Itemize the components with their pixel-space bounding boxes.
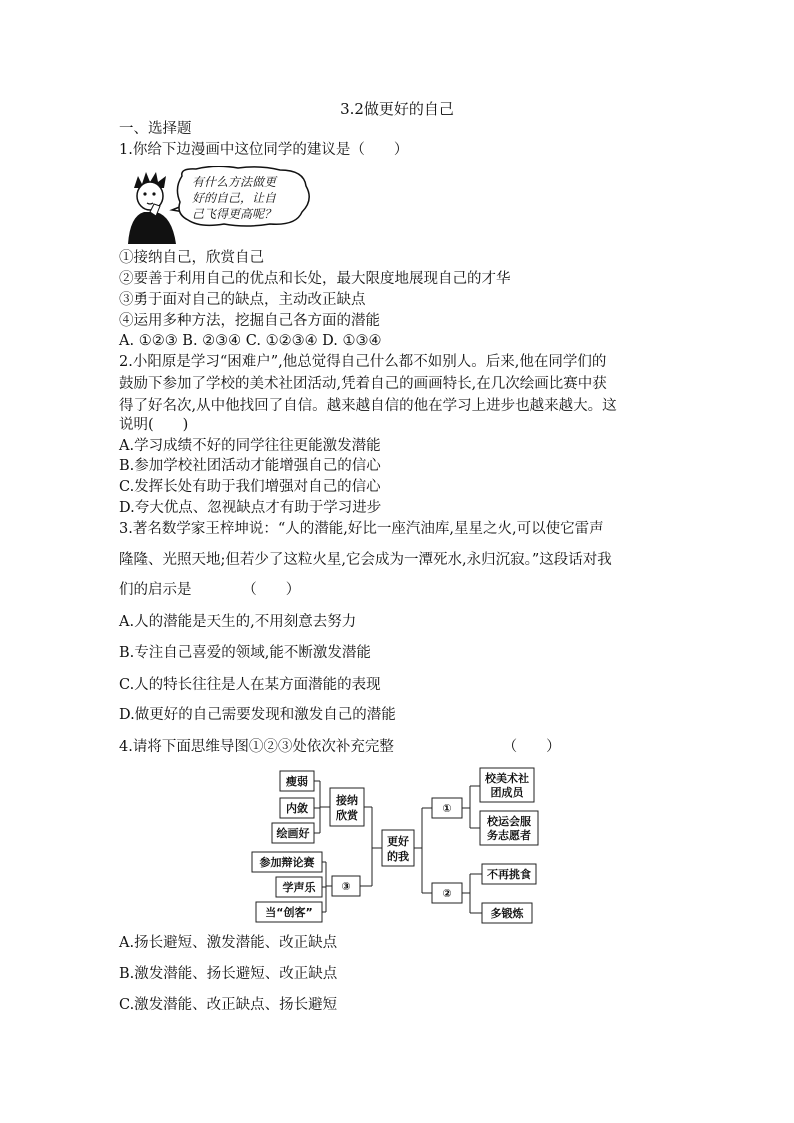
q1-item-3: ③勇于面对自己的缺点，主动改正缺点 — [119, 292, 366, 308]
q2-option-b: B.参加学校社团活动才能增强自己的信心 — [119, 458, 381, 474]
q1-item-2: ②要善于利用自己的优点和长处，最大限度地展现自己的才华 — [119, 271, 511, 287]
q2-stem-line-2: 鼓励下参加了学校的美术社团活动,凭着自己的画画特长,在几次绘画比赛中获 — [119, 376, 607, 392]
q1-item-4: ④运用多种方法，挖掘自己各方面的潜能 — [119, 313, 380, 329]
svg-text:绘画好: 绘画好 — [276, 827, 310, 840]
svg-text:接纳: 接纳 — [336, 794, 358, 807]
svg-text:不再挑食: 不再挑食 — [487, 868, 531, 881]
q3-stem-line-1: 3.著名数学家王梓坤说：“人的潜能,好比一座汽油库,星星之火,可以使它雷声 — [119, 521, 604, 537]
svg-text:团成员: 团成员 — [490, 786, 524, 799]
bubble-text-line-1: 有什么方法做更 — [192, 175, 277, 189]
svg-text:务志愿者: 务志愿者 — [487, 829, 531, 842]
node-blank-2 — [432, 883, 462, 903]
q2-option-d: D.夸大优点、忽视缺点才有助于学习进步 — [119, 500, 382, 516]
node-shouruo — [280, 771, 314, 791]
bubble-text-line-2: 好的自己，让自 — [192, 191, 277, 205]
q2-stem-line-3: 得了好名次,从中他找回了自信。越来越自信的他在学习上进步也越来越大。这 — [119, 398, 617, 414]
q2-stem-line-1: 2.小阳原是学习“困难户”,他总觉得自己什么都不如别人。后来,他在同学们的 — [119, 354, 607, 370]
node-shengyue — [276, 877, 322, 897]
student-figure — [128, 172, 176, 244]
svg-text:校美术社: 校美术社 — [485, 772, 529, 785]
svg-text:的我: 的我 — [387, 850, 409, 863]
q3-option-d: D.做更好的自己需要发现和激发自己的潜能 — [119, 707, 396, 723]
svg-text:校运会服: 校运会服 — [487, 815, 531, 828]
svg-text:更好: 更好 — [387, 835, 409, 848]
node-bianlun — [252, 852, 322, 872]
svg-text:参加辩论赛: 参加辩论赛 — [259, 856, 315, 869]
node-yunhui — [480, 811, 538, 845]
svg-text:①: ① — [442, 802, 452, 815]
q4-option-a: A.扬长避短、激发潜能、改正缺点 — [119, 935, 338, 951]
svg-text:③: ③ — [341, 880, 351, 893]
q2-option-c: C.发挥长处有助于我们增强对自己的信心 — [119, 479, 381, 495]
node-duanlian — [482, 903, 532, 923]
node-neilian — [280, 798, 314, 818]
node-blank-1 — [432, 798, 462, 818]
q2-stem-line-4: 说明( ) — [119, 417, 189, 433]
q3-stem-line-2: 隆隆、光照天地;但若少了这粒火星,它会成为一潭死水,永归沉寂。”这段话对我 — [119, 552, 612, 568]
svg-text:当“创客”: 当“创客” — [265, 906, 313, 919]
section-heading: 一、选择题 — [119, 121, 192, 137]
bubble-text-line-3: 己飞得更高呢？ — [192, 207, 277, 221]
q1-item-1: ①接纳自己，欣赏自己 — [119, 250, 264, 266]
q3-option-a: A.人的潜能是天生的,不用刻意去努力 — [119, 614, 357, 630]
node-tiaoshi — [482, 864, 536, 884]
q2-option-a: A.学习成绩不好的同学往往更能激发潜能 — [119, 438, 381, 454]
cartoon-student-illustration — [120, 166, 320, 246]
node-chuangke — [256, 902, 322, 922]
q3-option-b: B.专注自己喜爱的领域,能不断激发潜能 — [119, 645, 371, 661]
node-blank-3 — [332, 876, 360, 896]
svg-text:内敛: 内敛 — [286, 802, 308, 815]
node-meishu — [480, 768, 534, 802]
q4-option-b: B.激发潜能、扬长避短、改正缺点 — [119, 966, 338, 982]
svg-text:瘦弱: 瘦弱 — [286, 775, 308, 788]
svg-text:②: ② — [442, 887, 452, 900]
speech-bubble — [172, 166, 309, 226]
node-huihua — [272, 823, 314, 843]
q1-stem: 1.你给下边漫画中这位同学的建议是（ ） — [119, 142, 409, 158]
svg-text:欣赏: 欣赏 — [336, 809, 358, 822]
mind-map-diagram — [248, 766, 548, 926]
q3-option-c: C.人的特长往往是人在某方面潜能的表现 — [119, 677, 381, 693]
svg-text:多锻炼: 多锻炼 — [490, 907, 524, 920]
document-title: 3.2做更好的自己 — [340, 100, 454, 118]
q3-stem-line-3: 们的启示是 （ ） — [119, 582, 301, 598]
node-jiena-xinshang — [330, 788, 364, 826]
q4-stem: 4.请将下面思维导图①②③处依次补充完整 （ ） — [119, 739, 561, 755]
node-center — [382, 830, 414, 866]
q1-options: A. ①②③ B. ②③④ C. ①②③④ D. ①③④ — [119, 333, 382, 349]
svg-text:学声乐: 学声乐 — [282, 881, 316, 894]
q4-option-c: C.激发潜能、改正缺点、扬长避短 — [119, 997, 338, 1013]
